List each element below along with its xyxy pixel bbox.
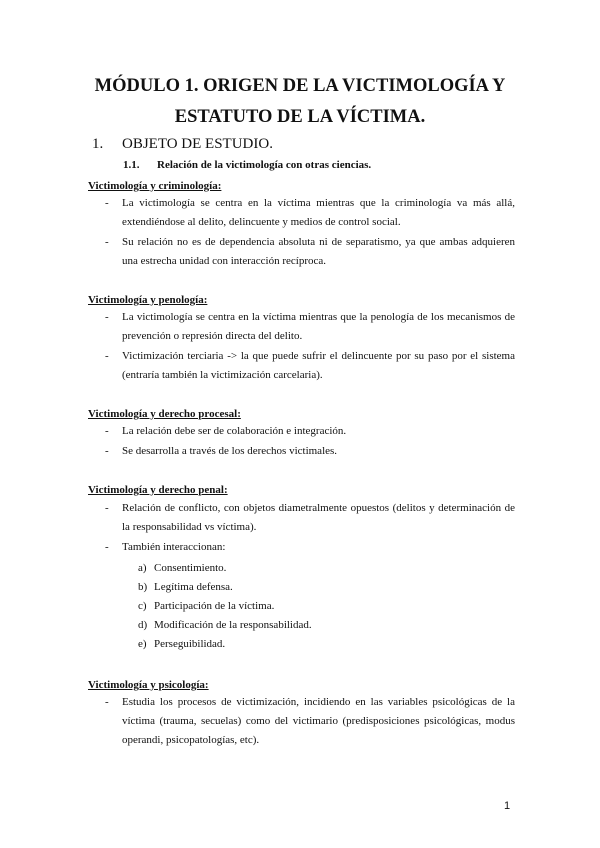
sub-item-letter: d)	[138, 619, 148, 631]
bullet-item	[88, 499, 515, 537]
sub-item	[138, 599, 274, 613]
bullet-dash: -	[105, 236, 109, 248]
bullet-dash: -	[105, 696, 109, 708]
bullet-dash: -	[105, 445, 109, 457]
sub-item	[138, 618, 312, 632]
bullet-item	[88, 194, 515, 232]
sub-item-text: Consentimiento.	[154, 562, 227, 574]
bullet-dash: -	[105, 541, 109, 553]
sub-item	[138, 561, 226, 575]
sub-item-letter: e)	[138, 638, 147, 650]
section-title-derecho-penal: Victimología y derecho penal:	[88, 484, 228, 496]
bullet-item	[88, 442, 515, 461]
bullet-text: También interaccionan:	[122, 541, 226, 553]
module-title-line-2: ESTATUTO DE LA VÍCTIMA.	[174, 107, 426, 127]
bullet-text: Victimización terciaria -> la que puede sufrir el delincuente por su paso por el sistema (entraría también la victimización carcelaria).	[122, 350, 515, 381]
section-title-criminologia: Victimología y criminología:	[88, 180, 222, 192]
bullet-dash: -	[105, 425, 109, 437]
bullet-item	[88, 538, 515, 557]
bullet-item	[88, 422, 515, 441]
section-title-derecho-procesal: Victimología y derecho procesal:	[88, 408, 241, 420]
section-heading-text: OBJETO DE ESTUDIO.	[122, 136, 273, 152]
bullet-dash: -	[105, 197, 109, 209]
bullet-text: La victimología se centra en la víctima mientras que la penología de los mecanismos de prevención o represión directa del delito.	[122, 311, 515, 342]
sub-item-text: Perseguibilidad.	[154, 638, 226, 650]
sub-item-text: Legítima defensa.	[154, 581, 233, 593]
section-heading	[92, 135, 273, 153]
subsection-heading-number: 1.1.	[123, 159, 140, 171]
bullet-item	[88, 308, 515, 346]
subsection-heading-text: Relación de la victimología con otras ciencias.	[157, 159, 372, 171]
bullet-item	[88, 693, 515, 750]
bullet-dash: -	[105, 502, 109, 514]
sub-item-text: Participación de la víctima.	[154, 600, 275, 612]
bullet-text: La relación debe ser de colaboración e integración.	[122, 425, 347, 437]
section-title-psicologia: Victimología y psicología:	[88, 679, 209, 691]
bullet-text: La victimología se centra en la víctima mientras que la criminología va más allá, extendiéndose al delito, delincuente y medios de control social.	[122, 197, 515, 228]
bullet-text: Relación de conflicto, con objetos diametralmente opuestos (delitos y determinación de la responsabilidad vs víctima).	[122, 502, 515, 533]
bullet-text: Se desarrolla a través de los derechos victimales.	[122, 445, 338, 457]
bullet-item	[88, 347, 515, 385]
section-heading-number: 1.	[92, 136, 104, 152]
bullet-text: Estudia los procesos de victimización, incidiendo en las variables psicológicas de la víctima (trauma, secuelas) como del victimario (predisposiciones psicológicas, modus operandi, psicopatologías, etc).	[122, 696, 515, 746]
sub-item-text: Modificación de la responsabilidad.	[154, 619, 312, 631]
page-number: 1	[504, 800, 511, 812]
bullet-item	[88, 233, 515, 271]
bullet-text: Su relación no es de dependencia absoluta ni de separatismo, ya que ambas adquieren una estrecha unidad con interacción recíproca.	[122, 236, 515, 267]
bullet-dash: -	[105, 350, 109, 362]
sub-item	[138, 580, 233, 594]
sub-item-letter: b)	[138, 581, 148, 593]
bullet-dash: -	[105, 311, 109, 323]
sub-item	[138, 637, 225, 651]
sub-item-letter: a)	[138, 562, 147, 574]
section-title-penologia: Victimología y penología:	[88, 294, 208, 306]
sub-item-letter: c)	[138, 600, 147, 612]
module-title-line-1: MÓDULO 1. ORIGEN DE LA VICTIMOLOGÍA Y	[94, 76, 506, 96]
subsection-heading	[123, 158, 371, 172]
